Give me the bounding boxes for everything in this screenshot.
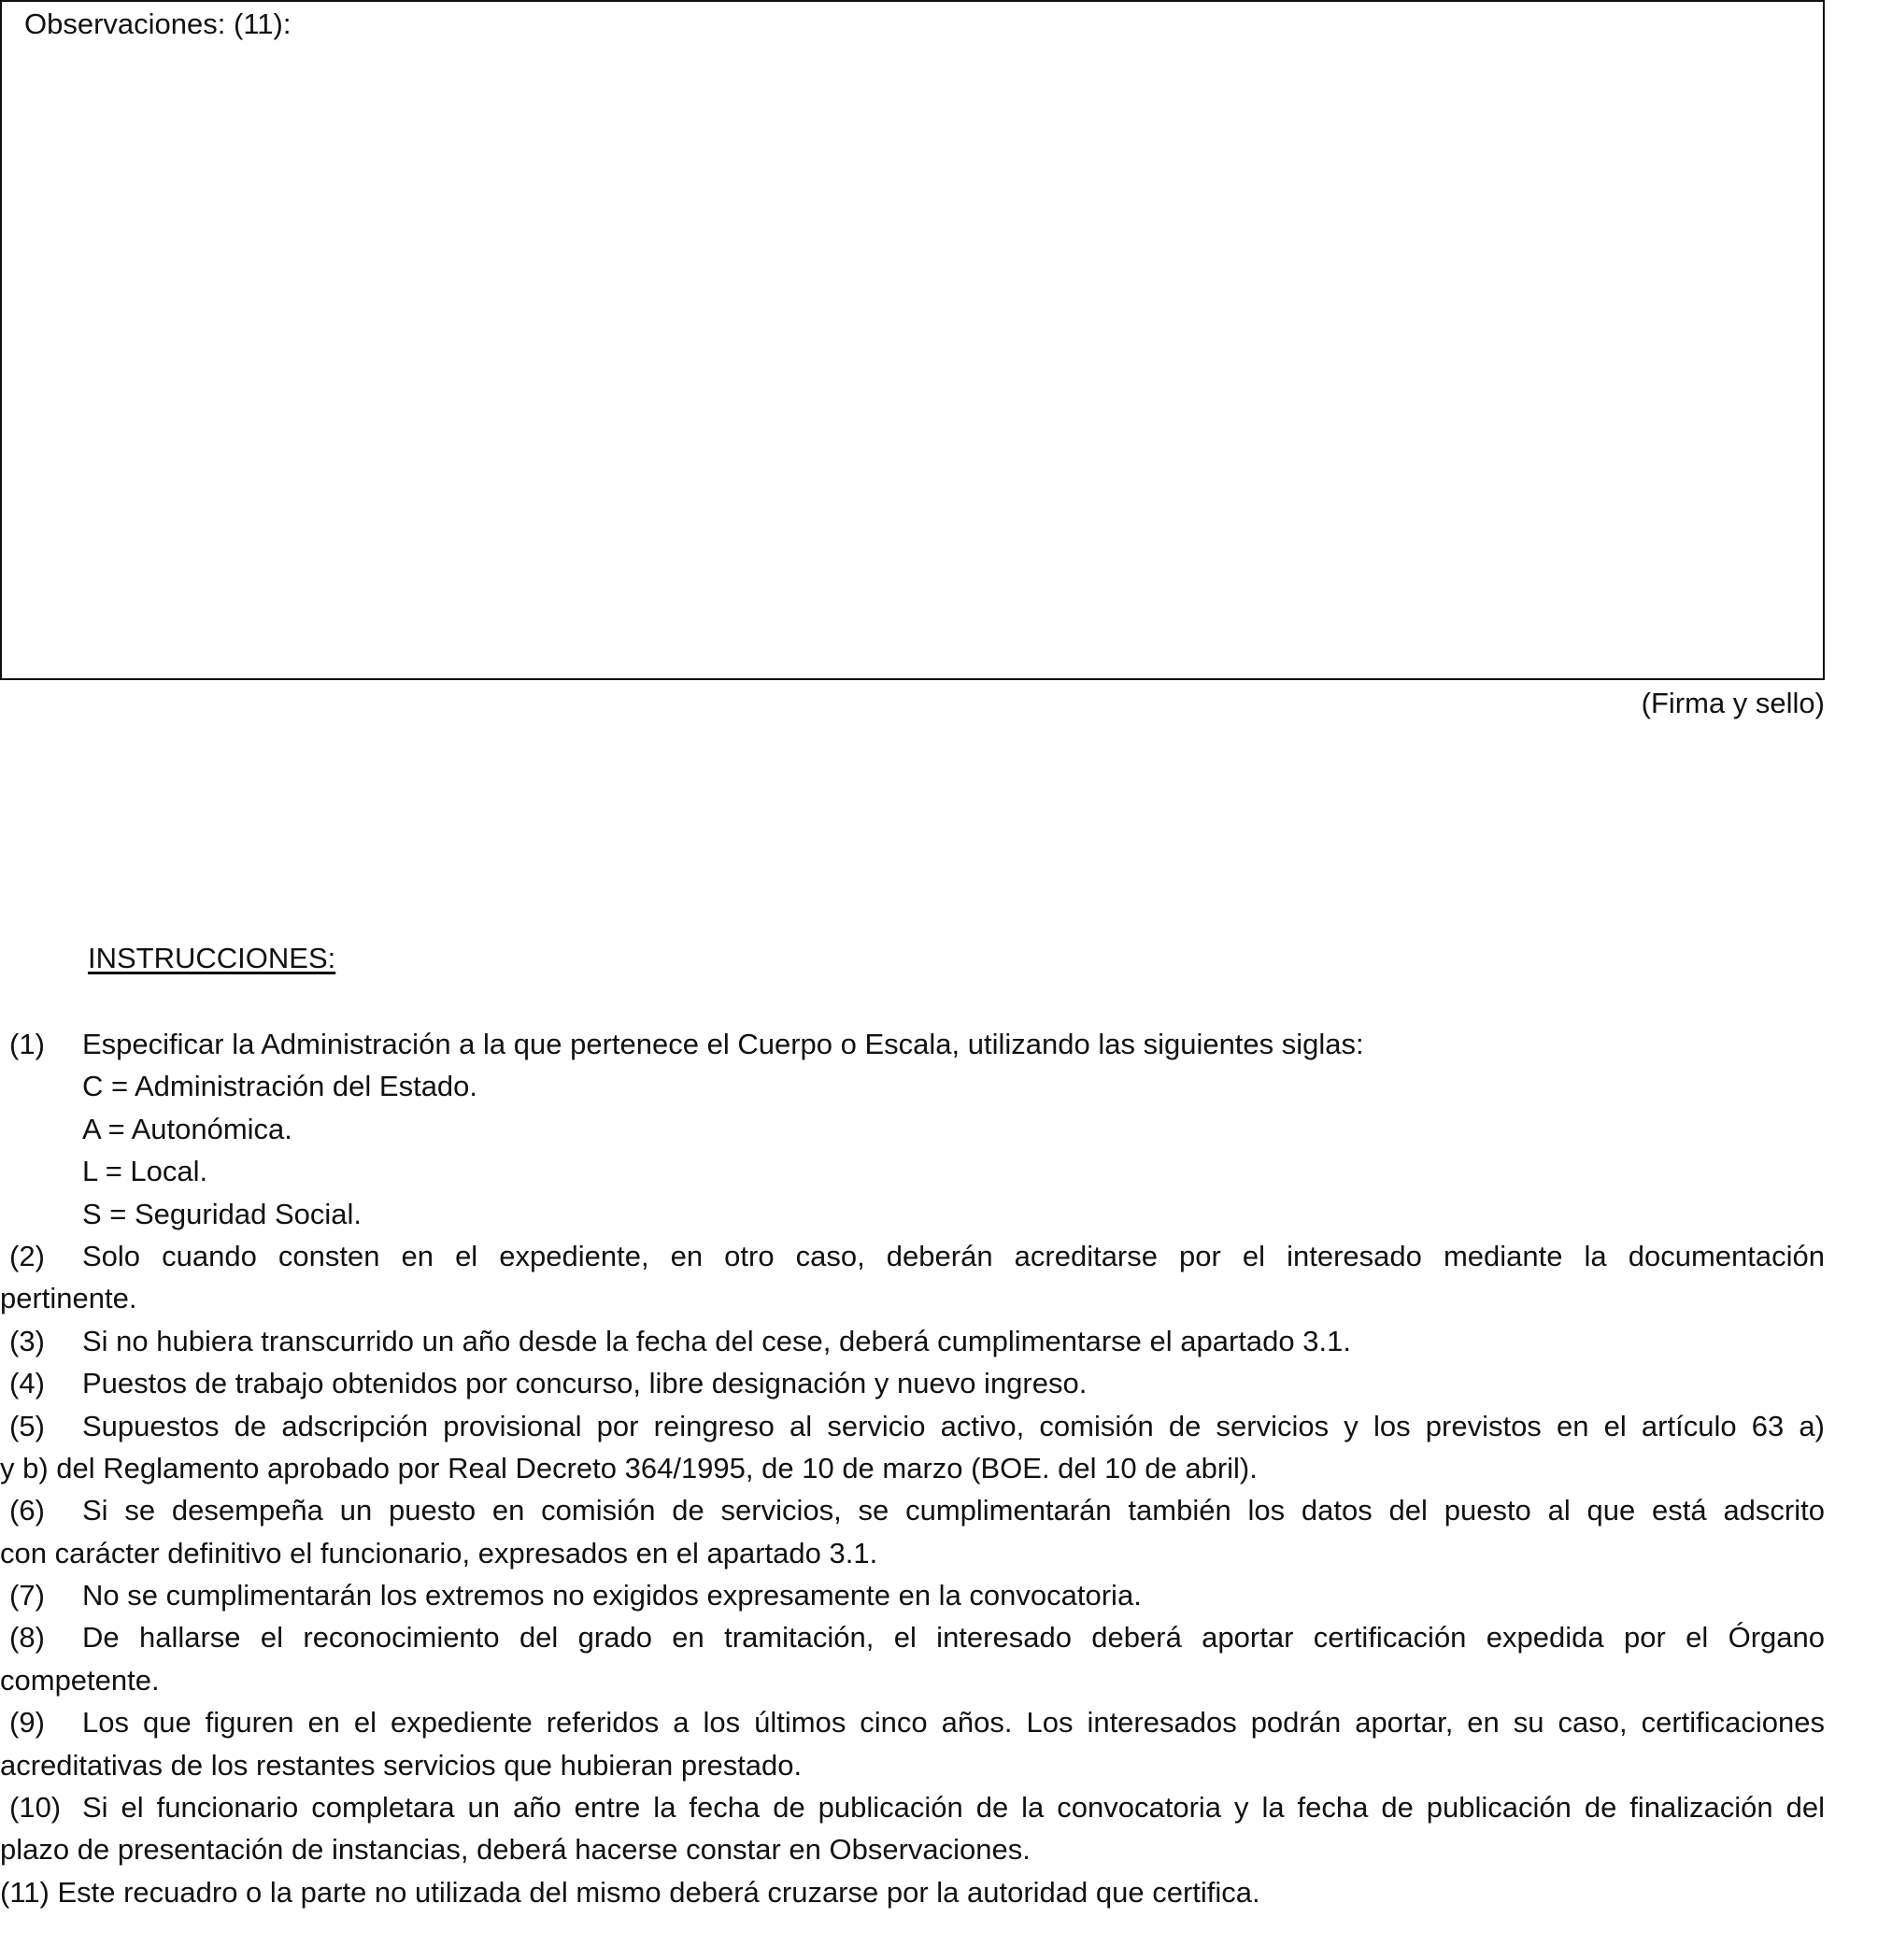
instruction-number: (2) bbox=[9, 1239, 45, 1272]
instruction-text: Supuestos de adscripción provisional por reingreso al servicio activo, comisión de servicios y los previstos en el artículo 63 a) bbox=[82, 1409, 1825, 1442]
instruction-text-continuation: acreditativas de los restantes servicios que hubieran prestado. bbox=[0, 1748, 803, 1782]
instruction-text: Puestos de trabajo obtenidos por concurso, libre designación y nuevo ingreso. bbox=[82, 1367, 1088, 1400]
instruction-text: Si se desempeña un puesto en comisión de servicios, se cumplimentarán también los datos del puesto al que está adscrito bbox=[82, 1494, 1825, 1527]
observaciones-box bbox=[0, 0, 1825, 680]
instruction-item-2 bbox=[0, 1235, 1825, 1277]
instruction-item-10 bbox=[0, 1786, 1825, 1828]
instruction-text: Los que figuren en el expediente referidos a los últimos cinco años. Los interesados podrán aportar, en su caso, certificaciones bbox=[82, 1706, 1825, 1740]
observaciones-label: Observaciones: (11): bbox=[24, 7, 292, 40]
instruction-text: De hallarse el reconocimiento del grado en tramitación, el interesado deberá aportar certificación expedida por el Órgano bbox=[82, 1621, 1825, 1655]
instruction-subline: A = Autonómica. bbox=[82, 1112, 292, 1145]
instruction-item-3 bbox=[0, 1320, 1825, 1362]
instruction-text: Este recuadro o la parte no utilizada del mismo deberá cruzarse por la autoridad que certifica. bbox=[57, 1875, 1260, 1909]
instruction-text: No se cumplimentarán los extremos no exigidos expresamente en la convocatoria. bbox=[82, 1579, 1142, 1612]
instruction-item-4 bbox=[0, 1362, 1825, 1404]
firma-y-sello-label: (Firma y sello) bbox=[1641, 687, 1825, 719]
instruction-text-continuation: competente. bbox=[0, 1663, 160, 1697]
instruction-number: (7) bbox=[9, 1579, 45, 1612]
instruction-subline: C = Administración del Estado. bbox=[82, 1070, 478, 1103]
instruction-item-11 bbox=[0, 1871, 1825, 1913]
instruction-item-9 bbox=[0, 1701, 1825, 1743]
instruction-number: (11) bbox=[0, 1875, 50, 1909]
instruction-number: (10) bbox=[9, 1791, 62, 1825]
instruction-number: (6) bbox=[9, 1494, 45, 1527]
instruction-text-continuation: plazo de presentación de instancias, deberá hacerse constar en Observaciones. bbox=[0, 1833, 1031, 1867]
instruction-number: (1) bbox=[9, 1028, 45, 1060]
instruction-text: Especificar la Administración a la que pertenece el Cuerpo o Escala, utilizando las siguientes siglas: bbox=[82, 1028, 1364, 1060]
instruction-number: (5) bbox=[9, 1409, 45, 1442]
instruction-text: Solo cuando consten en el expediente, en otro caso, deberán acreditarse por el interesado mediante la documentación bbox=[82, 1239, 1825, 1272]
instruction-subline: S = Seguridad Social. bbox=[82, 1197, 362, 1230]
instrucciones-title: INSTRUCCIONES: bbox=[88, 942, 336, 974]
instruction-subline: L = Local. bbox=[82, 1155, 208, 1188]
instruction-item-5 bbox=[0, 1405, 1825, 1447]
instruction-number: (4) bbox=[9, 1367, 45, 1400]
instruction-text: Si no hubiera transcurrido un año desde la fecha del cese, deberá cumplimentarse el apartado 3.1. bbox=[82, 1324, 1351, 1357]
instruction-item-6 bbox=[0, 1489, 1825, 1531]
instruction-item-7 bbox=[0, 1574, 1825, 1616]
instruction-number: (3) bbox=[9, 1324, 45, 1357]
instrucciones-list bbox=[0, 1023, 1825, 1913]
instruction-item-8 bbox=[0, 1616, 1825, 1658]
instruction-text-continuation: pertinente. bbox=[0, 1282, 137, 1315]
instruction-text-continuation: y b) del Reglamento aprobado por Real Decreto 364/1995, de 10 de marzo (BOE. del 10 de abril). bbox=[0, 1451, 1258, 1484]
instruction-number: (8) bbox=[9, 1621, 45, 1655]
instruction-item-1 bbox=[0, 1023, 1825, 1065]
instruction-number: (9) bbox=[9, 1706, 45, 1740]
instruction-text-continuation: con carácter definitivo el funcionario, expresados en el apartado 3.1. bbox=[0, 1536, 878, 1569]
instruction-text: Si el funcionario completara un año entre la fecha de publicación de la convocatoria y la fecha de publicación de finalización del bbox=[82, 1791, 1825, 1825]
